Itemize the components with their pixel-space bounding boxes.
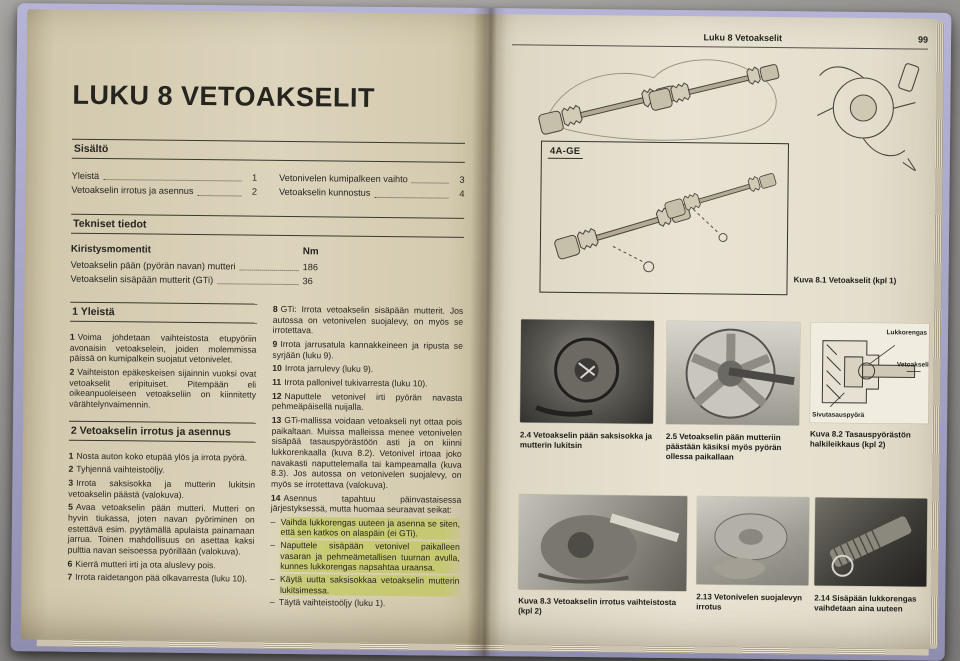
item-number: 10 xyxy=(272,363,282,374)
instruction-item xyxy=(272,377,462,390)
page-number: 99 xyxy=(918,34,929,45)
note-bullet xyxy=(270,540,461,574)
instruction-item xyxy=(68,464,255,477)
photo-2-13-shield xyxy=(696,496,809,585)
instruction-item xyxy=(68,478,255,501)
torque-label-cell xyxy=(70,271,302,288)
toc-label: Vetoakselin irrotus ja asennus xyxy=(71,184,194,197)
item-text: GTi-mallissa voidaan vetoakseli nyt ottaa pois paikaltaan. Muissa malleissa menee vetonivelen sisäpää tasauspyörästöön asti ja on kiinni lukkorenkaalla (kuva 8.2). Vetonivel irtoaa joko navakasti naputtelemalla tai kampeamalla (kuva 8.3). Jos autossa on vetonivelen suojalevy, on myös se irrotettava (valokuva). xyxy=(271,414,463,490)
item-number: 2 xyxy=(68,463,74,474)
instruction-item xyxy=(273,304,464,338)
toc-column-right xyxy=(279,171,465,201)
photo-8-3-gearbox xyxy=(518,494,687,591)
torque-table-head xyxy=(71,243,464,258)
photo-caption: 2.13 Vetonivelen suojalevyn irrotus xyxy=(696,592,803,612)
item-text: Avaa vetoakselin pään mutteri. Mutteri on hyvin tiukassa, joten navan pyöriminen on estettävä esim. pyytämällä apulaista painamaan jarrua. Toinen mahdollisuus on asettaa kaksi pulttia navan seisoessa pyörillään (valokuva). xyxy=(67,501,255,557)
toc-header: Sisältö xyxy=(72,139,465,163)
instruction-item xyxy=(67,558,254,571)
differential-cross-section xyxy=(810,322,929,423)
table-of-contents xyxy=(71,169,464,202)
toc-number: 3 xyxy=(459,174,465,185)
item-number: 12 xyxy=(271,390,282,401)
item-number: 6 xyxy=(67,558,73,569)
left-page-content xyxy=(21,9,487,644)
bullet-text-highlighted: Naputtele sisäpään vetonivel paikalleen vasaran ja pehmeämetallisen tuurnan avulla, kunnes lukkorengas napsahtaa uraansa. xyxy=(280,540,460,573)
paragraph xyxy=(69,367,256,412)
item-text: Irrota saksisokka ja mutterin lukitsin vetoakselin päästä (valokuva). xyxy=(68,477,256,500)
item-number: 7 xyxy=(67,571,73,582)
open-book xyxy=(11,3,952,661)
bullet-dash: – xyxy=(270,539,276,550)
left-page xyxy=(21,9,487,644)
item-text: Irrota raidetangon pää olkavarresta (luku 10). xyxy=(75,571,248,584)
chapter-title: LUKU 8 VETOAKSELIT xyxy=(72,79,376,113)
toc-number: 4 xyxy=(459,189,465,200)
item-text: Irrota jarrulevy (luku 9). xyxy=(284,363,374,375)
item-text: Vaihteiston epäkeskeisen sijainnin vuoksi ovat vetoakselit eripituiset. Pitempään eli oikeanpuoleiseen vetoakseliin on kiinnitetty värähtelynvaimennin. xyxy=(69,366,257,410)
torque-row xyxy=(70,271,463,289)
item-number: 9 xyxy=(272,338,278,349)
photo-2-14 xyxy=(814,498,927,587)
dotted-leader xyxy=(240,269,299,271)
photo-caption: 2.4 Vetoakselin pään saksisokka ja mutterin lukitsin xyxy=(519,430,653,451)
bullet-dash: – xyxy=(270,516,276,527)
item-number: 3 xyxy=(68,477,74,488)
bullet-dash: – xyxy=(269,597,275,608)
right-page xyxy=(480,14,937,649)
figure-top-axles xyxy=(525,44,796,155)
item-text: Irrota jarrusatula kannakkeineen ja ripusta se syrjään (luku 9). xyxy=(272,338,463,361)
tech-data-header: Tekniset tiedot xyxy=(71,213,464,237)
figure-8-2 xyxy=(810,322,929,423)
instruction-item xyxy=(271,415,462,492)
dotted-leader xyxy=(412,183,449,184)
figure-box-4age xyxy=(539,141,789,296)
photo-2-14-splined-shaft xyxy=(814,498,927,587)
hub-illustration xyxy=(805,45,928,178)
diagram-label: Vetoakseli xyxy=(896,361,929,369)
item-text: Naputtele vetonivel irti pyörän navasta pehmeäpäisellä nuijalla. xyxy=(271,390,463,413)
dotted-leader xyxy=(103,179,241,181)
two-column-text xyxy=(67,302,463,612)
item-text: Nosta auton koko etupää ylös ja irrota pyörä. xyxy=(76,450,248,463)
photo-8-3 xyxy=(518,494,687,591)
engine-code-label: 4A-GE xyxy=(548,146,583,159)
torque-unit: Nm xyxy=(302,245,319,257)
text-column-right xyxy=(270,304,464,612)
photo-2-5 xyxy=(666,321,800,425)
toc-number: 2 xyxy=(251,186,258,197)
running-header: Luku 8 Vetoakselit xyxy=(703,32,783,44)
item-text: Tyhjennä vaihteistoöljy. xyxy=(76,464,165,475)
axle-illustration xyxy=(525,44,796,155)
toc-entry xyxy=(71,183,257,199)
figure-hub-knuckle xyxy=(805,45,928,178)
instruction-item xyxy=(69,450,256,463)
photo-caption: 2.14 Sisäpään lukkorengas vaihdetaan aina uuteen xyxy=(814,593,917,614)
item-number: 1 xyxy=(68,450,74,461)
instruction-item xyxy=(272,363,462,376)
item-number: 1 xyxy=(69,331,75,342)
item-text: Voima johdetaan vaihteistosta etupyöriin avonaisin vetoakselein, joiden molemmissa päissä on kumipalkein suojatut vetonivelet. xyxy=(69,331,257,365)
paragraph xyxy=(70,332,257,366)
item-text: Asennus tapahtuu päinvastaisessa järjestyksessä, mutta huomaa seuraavat seikat: xyxy=(270,492,462,515)
item-number: 14 xyxy=(270,492,281,503)
dotted-leader xyxy=(374,196,448,198)
instruction-item xyxy=(67,572,254,585)
toc-label: Vetonivelen kumipalkeen vaihto xyxy=(279,172,408,185)
instruction-item xyxy=(271,492,462,515)
bullet-dash: – xyxy=(270,573,275,584)
instruction-item xyxy=(272,390,463,413)
bullet-text: Täytä vaihteistoöljy (luku 1). xyxy=(278,597,386,609)
note-bullet xyxy=(270,574,461,597)
toc-number: 1 xyxy=(251,172,258,183)
toc-entry xyxy=(279,185,465,201)
item-text: GTi: Irrota vetoakselin sisäpään mutterit. Jos autossa on vetonivelen suojalevy, on myös se irrotettava. xyxy=(272,303,464,336)
note-bullet xyxy=(271,517,462,540)
item-text: Irrota pallonivel tukivarresta (luku 10). xyxy=(284,376,428,389)
item-number: 13 xyxy=(271,414,282,425)
item-number: 2 xyxy=(69,366,75,377)
photo-2-13 xyxy=(696,496,809,585)
axle-illustration-boxed xyxy=(540,142,786,293)
figure-caption: Kuva 8.1 Vetoakselit (kpl 1) xyxy=(793,275,897,286)
photo-2-4 xyxy=(520,319,654,423)
photo-2-4-detail xyxy=(520,319,654,423)
torque-label: Vetoakselin pään (pyörän navan) mutteri xyxy=(70,259,236,271)
item-text: Kierrä mutteri irti ja ota aluslevy pois. xyxy=(75,558,216,570)
figure-caption: Kuva 8.2 Tasauspyörästön halkileikkaus (kpl 2) xyxy=(809,429,911,450)
photo-caption: 2.5 Vetoakselin pään mutteriin päästään käsiksi myös pyörän ollessa paikallaan xyxy=(665,431,782,463)
figure-caption: Kuva 8.3 Vetoakselin irrotus vaihteistosta (kpl 2) xyxy=(518,596,677,616)
torque-table xyxy=(70,243,463,290)
torque-label: Vetoakselin sisäpään mutterit (GTi) xyxy=(70,273,214,285)
text-column-left xyxy=(67,302,257,610)
section-2-header: 2 Vetoakselin irrotus ja asennus xyxy=(69,420,256,442)
item-number: 11 xyxy=(272,376,282,387)
section-1-header: 1 Yleistä xyxy=(70,302,257,324)
torque-header: Kiristysmomentit xyxy=(70,243,151,256)
dotted-leader xyxy=(197,195,240,196)
photo-2-5-wheel xyxy=(666,321,800,425)
diagram-label: Sivutasauspyörä xyxy=(812,411,865,420)
diagram-label: Lukkorengas xyxy=(886,329,928,337)
bullet-text-highlighted: Käytä uutta saksisokkaa vetoakselin mutterin lukitsimessa. xyxy=(279,574,461,597)
item-number: 5 xyxy=(68,501,73,512)
bullet-text-highlighted: Vaihda lukkorengas uuteen ja asenna se siten, että sen katkos on alaspäin (ei GTi). xyxy=(280,516,461,539)
dotted-leader xyxy=(217,283,298,285)
torque-value: 186 xyxy=(302,261,319,272)
torque-value: 36 xyxy=(302,275,313,286)
toc-column-left xyxy=(71,169,257,199)
item-number: 8 xyxy=(272,303,278,314)
note-bullet xyxy=(270,597,460,610)
toc-label: Yleistä xyxy=(71,170,100,181)
toc-label: Vetoakselin kunnostus xyxy=(278,187,371,199)
instruction-item xyxy=(68,502,255,557)
page-spread xyxy=(21,9,937,648)
instruction-item xyxy=(272,339,463,362)
